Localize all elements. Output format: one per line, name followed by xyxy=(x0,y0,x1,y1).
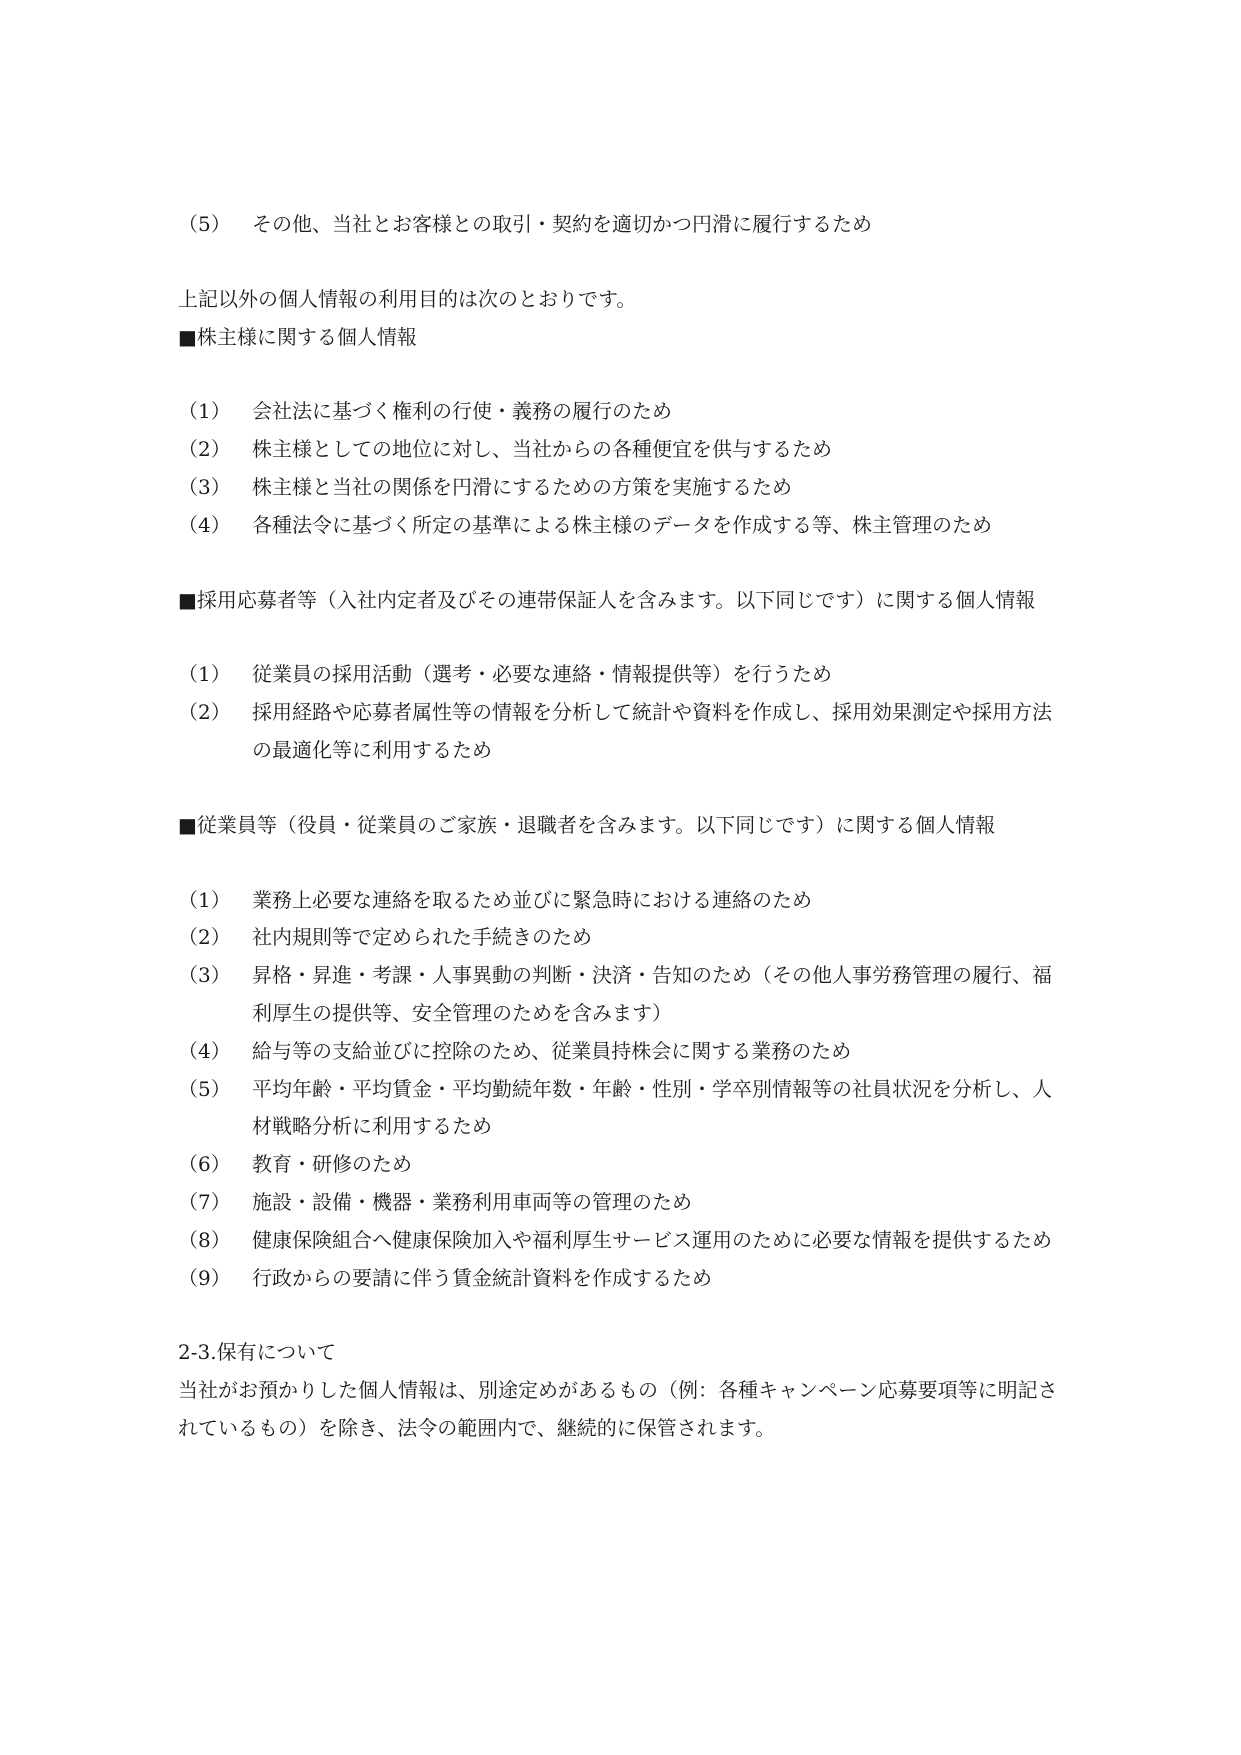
retention-heading: 2-3.保有について xyxy=(178,1340,337,1365)
item-number: （2） xyxy=(178,925,231,950)
list-item xyxy=(178,957,1070,1033)
item-number: （1） xyxy=(178,662,231,687)
item-number: （5） xyxy=(178,212,231,236)
item-number: （7） xyxy=(178,1189,231,1214)
item-number: （8） xyxy=(178,1227,231,1252)
item-text: 社内規則等で定められた手続きのため xyxy=(252,925,592,950)
list-item xyxy=(178,507,1070,545)
item-text: 各種法令に基づく所定の基準による株主様のデータを作成する等、株主管理のため xyxy=(252,512,992,537)
applicants-heading: ■採用応募者等（入社内定者及びその連帯保証人を含みます。以下同じです）に関する個人情報 xyxy=(178,587,1036,612)
shareholders-heading: ■株主様に関する個人情報 xyxy=(178,324,417,349)
list-item xyxy=(178,1033,1070,1071)
item-text: 業務上必要な連絡を取るため並びに緊急時における連絡のため xyxy=(252,887,812,912)
list-item xyxy=(178,919,1070,957)
item-number: （6） xyxy=(178,1152,231,1177)
list-item xyxy=(178,694,1070,770)
applicants-list xyxy=(178,656,1070,769)
list-item xyxy=(178,469,1070,507)
item-number: （4） xyxy=(178,512,231,537)
list-item xyxy=(178,1071,1070,1147)
item-text: 健康保険組合へ健康保険加入や福利厚生サービス運用のために必要な情報を提供するため xyxy=(252,1227,1052,1252)
item-text: 採用経路や応募者属性等の情報を分析して統計や資料を作成し、採用効果測定や採用方法の最適化等に利用するため xyxy=(252,700,1052,762)
item-number: （5） xyxy=(178,1076,231,1101)
item-number: （2） xyxy=(178,700,231,725)
list-item xyxy=(178,1146,1070,1184)
item-number: （9） xyxy=(178,1265,231,1290)
list-item xyxy=(178,1184,1070,1222)
item-text: 株主様と当社の関係を円滑にするための方策を実施するため xyxy=(252,474,792,499)
item-text: 従業員の採用活動（選考・必要な連絡・情報提供等）を行うため xyxy=(252,662,832,687)
list-item xyxy=(178,431,1070,469)
item-text: 行政からの要請に伴う賃金統計資料を作成するため xyxy=(252,1265,712,1290)
employees-heading: ■従業員等（役員・従業員のご家族・退職者を含みます。以下同じです）に関する個人情報 xyxy=(178,812,996,837)
list-item xyxy=(178,206,1070,244)
item-text: 給与等の支給並びに控除のため、従業員持株会に関する業務のため xyxy=(252,1038,852,1063)
item-text: 教育・研修のため xyxy=(252,1152,412,1177)
retention-text: 当社がお預かりした個人情報は、別途定めがあるもの（例：各種キャンペーン応募要項等に明記されているもの）を除き、法令の範囲内で、継続的に保管されます。 xyxy=(178,1378,1058,1440)
list-item xyxy=(178,393,1070,431)
employees-list xyxy=(178,882,1070,1298)
item-number: （1） xyxy=(178,399,231,424)
document-page xyxy=(178,206,1070,1448)
list-item xyxy=(178,656,1070,694)
item-text: 株主様としての地位に対し、当社からの各種便宜を供与するため xyxy=(252,437,832,462)
item-number: （3） xyxy=(178,963,231,988)
item-text: 施設・設備・機器・業務利用車両等の管理のため xyxy=(252,1189,692,1214)
other-purposes-line: 上記以外の個人情報の利用目的は次のとおりです。 xyxy=(178,286,637,311)
list-item xyxy=(178,882,1070,920)
list-item xyxy=(178,1222,1070,1260)
shareholders-list xyxy=(178,393,1070,544)
list-item xyxy=(178,1260,1070,1298)
item-text: 平均年齢・平均賃金・平均勤続年数・年齢・性別・学卒別情報等の社員状況を分析し、人材戦略分析に利用するため xyxy=(252,1076,1052,1139)
item-text: 昇格・昇進・考課・人事異動の判断・決済・告知のため（その他人事労務管理の履行、福利厚生の提供等、安全管理のためを含みます） xyxy=(252,963,1052,1025)
item-number: （2） xyxy=(178,437,231,462)
item-number: （1） xyxy=(178,887,231,912)
item-text: 会社法に基づく権利の行使・義務の履行のため xyxy=(252,399,672,424)
item-number: （3） xyxy=(178,474,231,499)
item-text: その他、当社とお客様との取引・契約を適切かつ円滑に履行するため xyxy=(252,212,872,236)
item-number: （4） xyxy=(178,1038,231,1063)
